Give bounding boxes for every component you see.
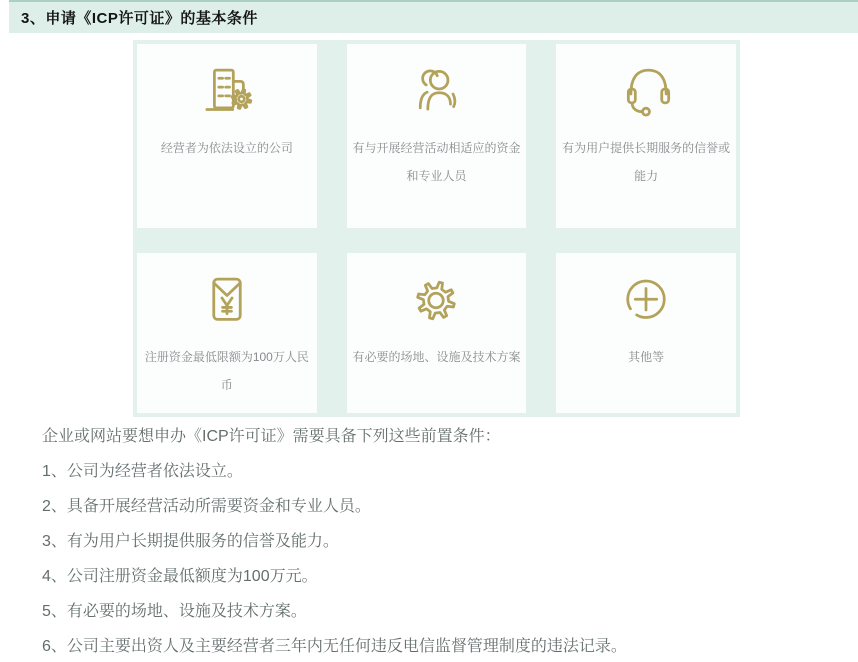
condition-card-facilities: [347, 253, 527, 413]
intro-paragraph: 企业或网站要想申办《ICP许可证》需要具备下列这些前置条件：: [42, 428, 501, 445]
condition-card-others: [556, 253, 736, 413]
card-label: 注册资金最低限额为100万人民 币: [144, 350, 309, 392]
condition-card-company: [137, 44, 317, 228]
list-item-5: 5、有必要的场地、设施及技术方案。: [42, 603, 307, 620]
section-header: [9, 0, 858, 33]
condition-card-service: [556, 44, 736, 228]
building-gear-icon: [194, 58, 260, 124]
plus-circle-icon: [613, 267, 679, 333]
card-label: 有为用户提供长期服务的信誉或 能力: [562, 141, 731, 183]
card-label: 有与开展经营活动相适应的资金 和专业人员: [352, 141, 521, 183]
card-label: 其他等: [628, 350, 665, 364]
people-icon: [403, 58, 469, 124]
gear-icon: [403, 267, 469, 333]
condition-card-capital: [137, 253, 317, 413]
conditions-infographic: [133, 40, 740, 417]
headset-icon: [613, 58, 679, 124]
condition-card-staff: [347, 44, 527, 228]
list-item-6: 6、公司主要出资人及主要经营者三年内无任何违反电信监督管理制度的违法记录。: [42, 638, 627, 655]
section-title: 3、申请《ICP许可证》的基本条件: [21, 10, 258, 27]
list-item-4: 4、公司注册资金最低额度为100万元。: [42, 568, 318, 585]
card-label: 经营者为依法设立的公司: [160, 141, 293, 155]
list-item-3: 3、有为用户长期提供服务的信誉及能力。: [42, 533, 339, 550]
money-envelope-icon: [194, 267, 260, 333]
card-label: 有必要的场地、设施及技术方案: [352, 350, 521, 364]
list-item-2: 2、具备开展经营活动所需要资金和专业人员。: [42, 498, 371, 515]
list-item-1: 1、公司为经营者依法设立。: [42, 463, 243, 480]
article-body: [42, 427, 828, 656]
